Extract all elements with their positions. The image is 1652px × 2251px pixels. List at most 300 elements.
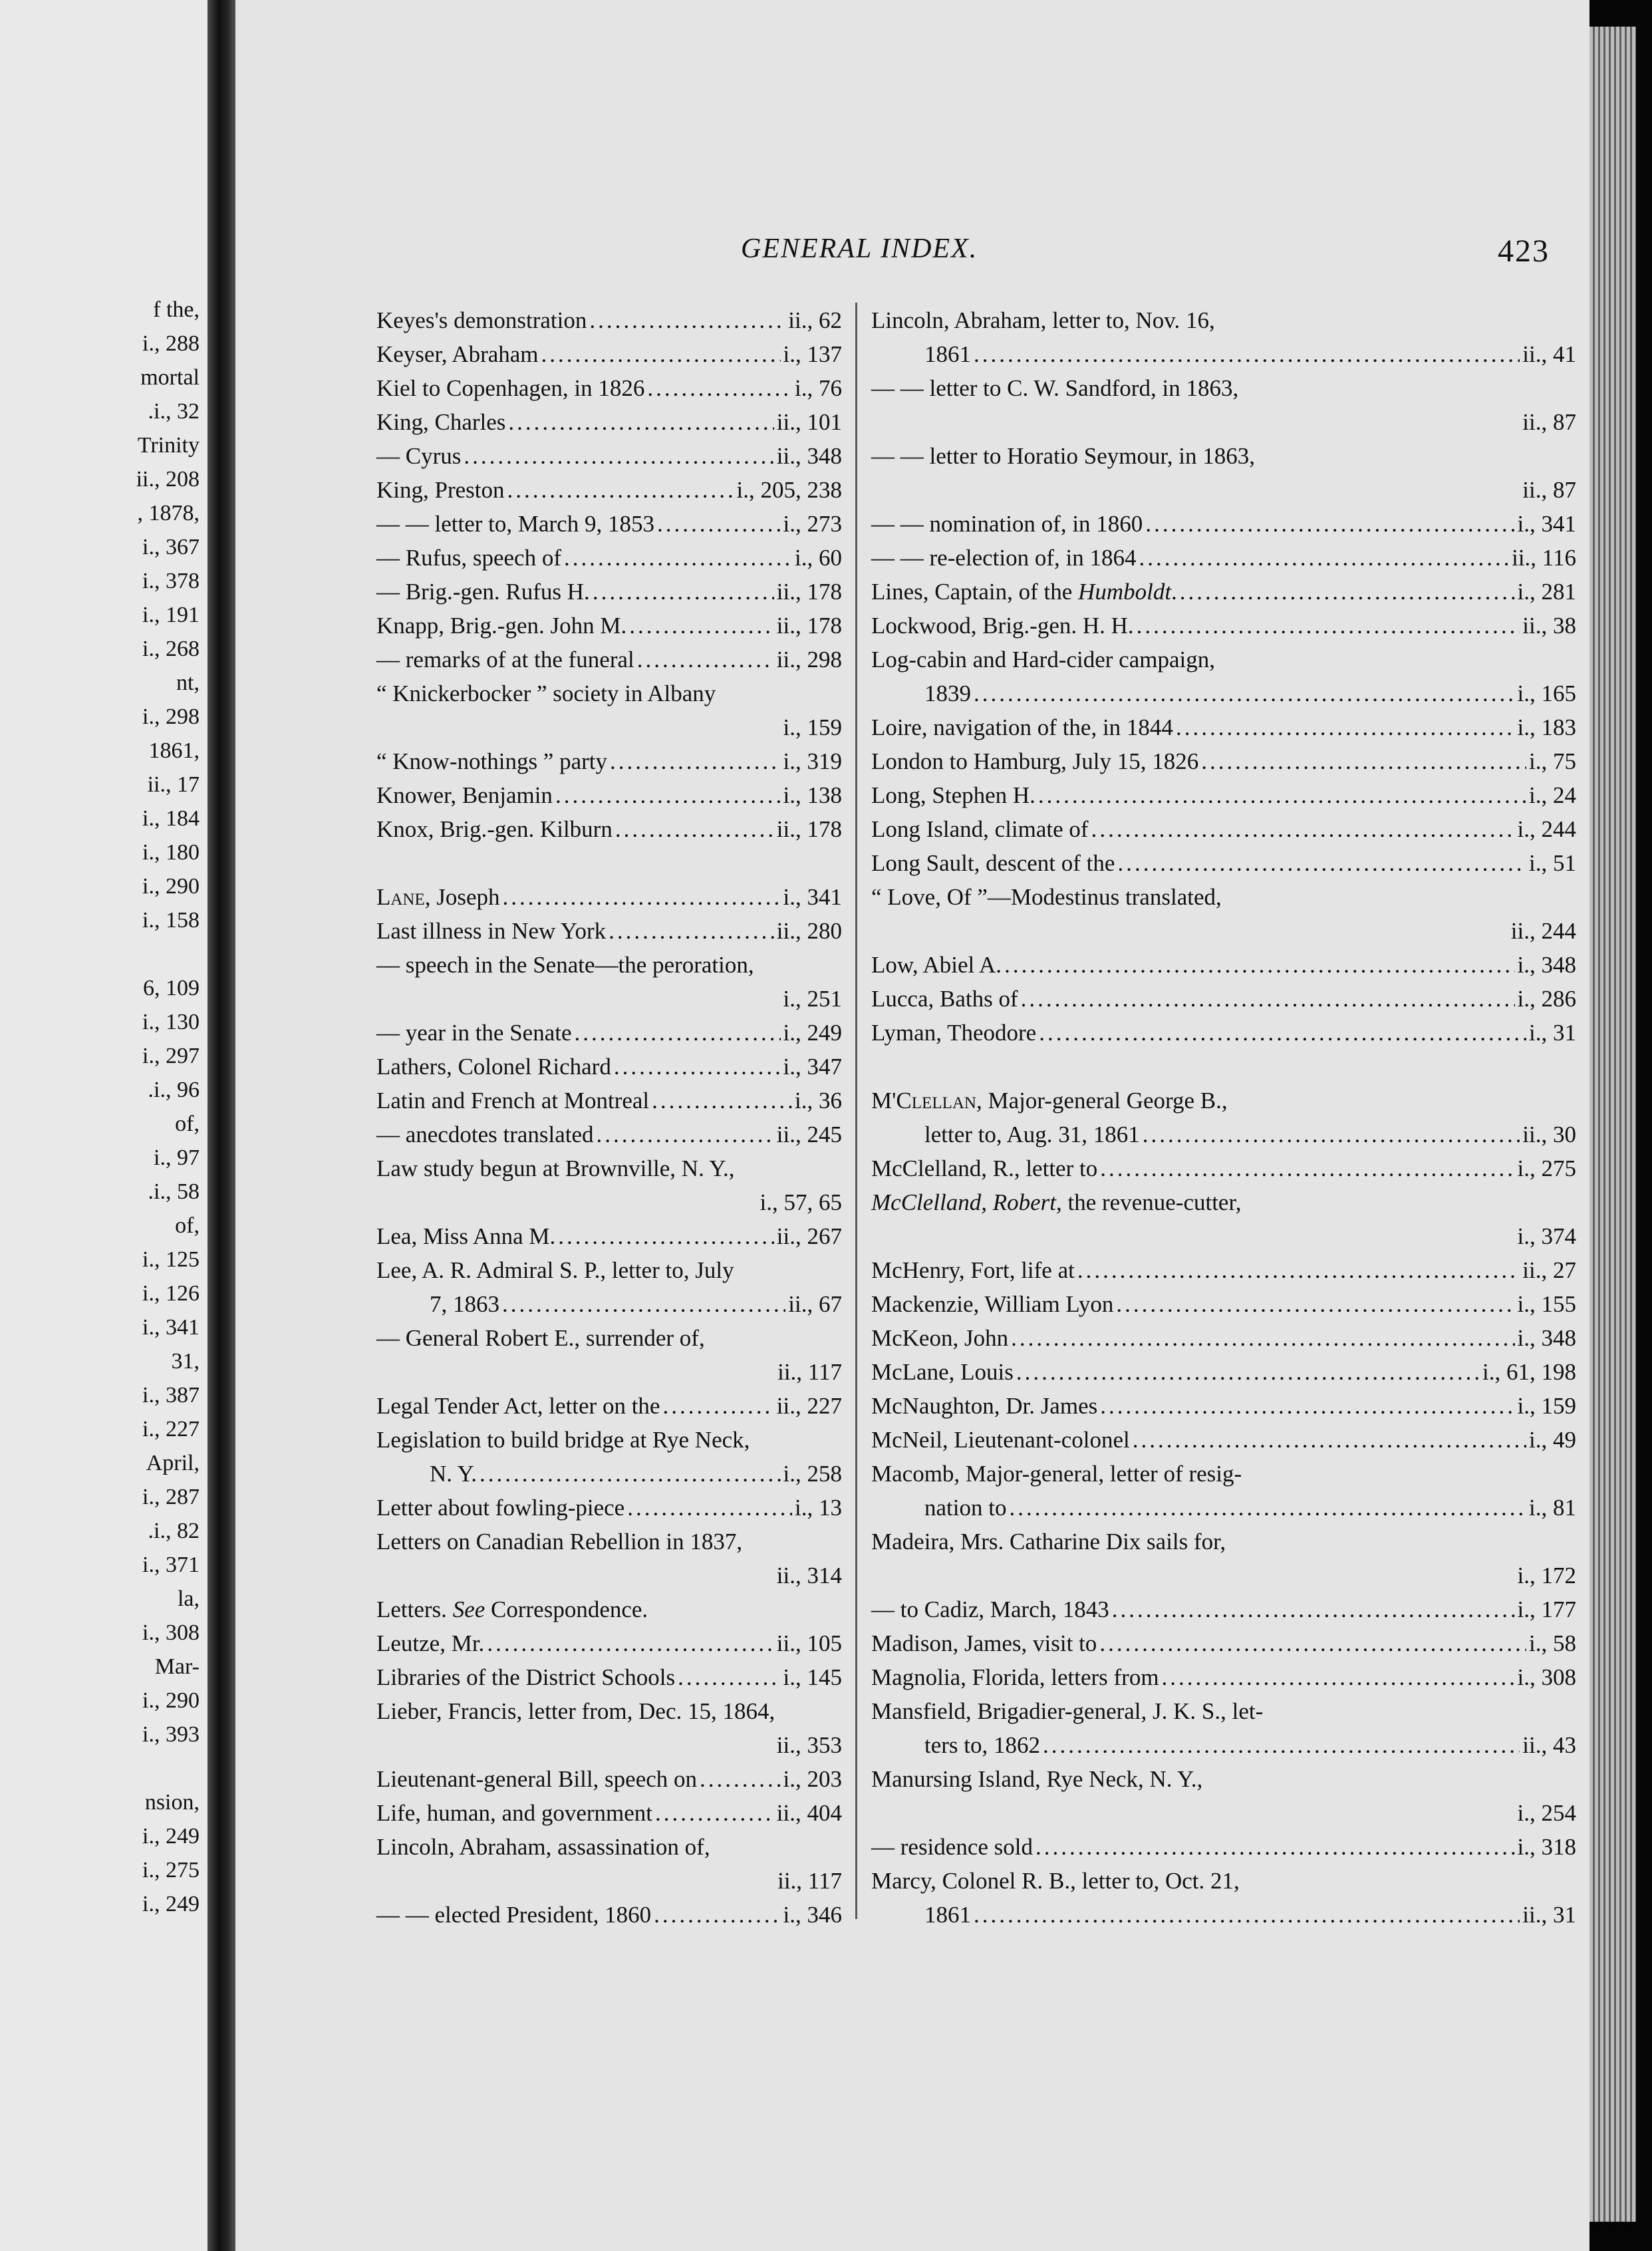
index-entry xyxy=(376,1457,842,1491)
entry-label: Life, human, and government xyxy=(376,1800,653,1826)
entry-label: Lyman, Theodore xyxy=(871,1020,1037,1046)
index-entry xyxy=(376,1660,842,1694)
index-entry xyxy=(871,1423,1576,1457)
index-entry xyxy=(871,1016,1576,1050)
entry-heading-smallcaps: Lane xyxy=(376,884,425,910)
entry-label: — — letter to Horatio Seymour, in 1863, xyxy=(871,443,1255,469)
entry-label: Lines, Captain, of the xyxy=(871,579,1079,605)
entry-tail: Correspondence. xyxy=(485,1596,648,1622)
index-entry xyxy=(871,405,1576,439)
entry-text xyxy=(376,303,587,337)
leader-dots xyxy=(609,914,774,948)
entry-label: Keyes's demonstration xyxy=(376,307,587,333)
entry-text xyxy=(871,1355,1014,1389)
entry-label: Letter about fowling-piece xyxy=(376,1495,625,1521)
left-page-fragment: 31, xyxy=(171,1349,200,1374)
entry-text xyxy=(871,1321,1008,1355)
page-reference: i., 286 xyxy=(1517,986,1576,1012)
left-page-fragment: i., 249 xyxy=(142,1824,200,1849)
index-entry xyxy=(376,1898,842,1932)
leader-dots xyxy=(564,541,792,575)
left-page-fragment: i., 297 xyxy=(142,1044,200,1068)
leader-dots xyxy=(1112,1592,1515,1626)
page-reference: ii., 105 xyxy=(776,1630,842,1656)
leader-dots xyxy=(503,880,781,914)
running-header-title: GENERAL INDEX. xyxy=(741,233,978,264)
index-entry xyxy=(871,982,1576,1016)
facing-left-page xyxy=(0,0,207,2251)
page-reference: ii., 353 xyxy=(776,1732,842,1758)
left-page-fragment: Trinity xyxy=(137,433,200,458)
entry-label: , Major-general George B., xyxy=(976,1088,1228,1114)
index-entry xyxy=(871,1491,1576,1525)
index-entry xyxy=(871,1287,1576,1321)
leader-dots xyxy=(1116,1287,1514,1321)
page-reference: i., 347 xyxy=(783,1054,842,1080)
entry-label: — to Cadiz, March, 1843 xyxy=(871,1596,1109,1622)
leader-dots xyxy=(1021,982,1515,1016)
entry-text xyxy=(871,1151,1097,1185)
index-page xyxy=(235,0,1589,2251)
page-reference: ii., 117 xyxy=(777,1359,842,1385)
entry-text xyxy=(871,303,1215,337)
entry-label: “ Love, Of ”—Modestinus translated, xyxy=(871,884,1222,910)
index-entry xyxy=(376,1728,842,1762)
entry-label: Knapp, Brig.-gen. John M. xyxy=(376,613,627,639)
leader-dots xyxy=(480,1457,781,1491)
index-entry xyxy=(871,1185,1576,1219)
entry-label: King, Charles xyxy=(376,409,506,435)
page-reference: ii., 101 xyxy=(776,409,842,435)
entry-text xyxy=(376,1491,624,1525)
entry-label: , Joseph xyxy=(424,884,500,910)
page-reference: ii., 348 xyxy=(776,443,842,469)
page-reference: ii., 27 xyxy=(1522,1257,1576,1283)
left-page-fragment: i., 290 xyxy=(142,874,200,899)
entry-label: 1839 xyxy=(924,680,971,706)
left-page-fragment: i., 126 xyxy=(142,1281,200,1306)
entry-text xyxy=(376,1525,742,1559)
leader-dots xyxy=(1176,710,1515,744)
entry-text xyxy=(376,1898,651,1932)
entry-label: — Brig.-gen. Rufus H. xyxy=(376,579,590,605)
index-entry xyxy=(376,1355,842,1389)
left-page-fragment: i., 130 xyxy=(142,1010,200,1034)
entry-label: Long Sault, descent of the xyxy=(871,850,1115,876)
entry-label: “ Know-nothings ” party xyxy=(376,748,608,774)
leader-dots xyxy=(1117,846,1526,880)
left-page-fragment: i., 249 xyxy=(142,1892,200,1916)
index-entry xyxy=(871,609,1576,643)
page-reference: i., 36 xyxy=(795,1088,842,1114)
leader-dots xyxy=(555,778,781,812)
entry-label: London to Hamburg, July 15, 1826 xyxy=(871,748,1199,774)
leader-dots xyxy=(1038,778,1526,812)
entry-label: Knox, Brig.-gen. Kilburn xyxy=(376,816,613,842)
index-entry xyxy=(871,541,1576,575)
index-entry xyxy=(871,948,1576,982)
leader-dots xyxy=(1099,1626,1526,1660)
index-entry xyxy=(376,1287,842,1321)
index-entry xyxy=(871,1796,1576,1830)
left-page-fragment: 1861, xyxy=(148,738,200,763)
entry-label: Lockwood, Brig.-gen. H. H. xyxy=(871,613,1134,639)
entry-label: Letters on Canadian Rebellion in 1837, xyxy=(376,1529,743,1555)
entry-text xyxy=(376,473,505,507)
page-reference: i., 341 xyxy=(783,884,842,910)
index-entry xyxy=(871,778,1576,812)
left-page-fragment: i., 268 xyxy=(142,637,200,661)
page-reference: ii., 178 xyxy=(776,613,842,639)
index-entry xyxy=(376,1253,842,1287)
leader-dots xyxy=(610,744,781,778)
index-entry xyxy=(376,1321,842,1355)
entry-label: Legal Tender Act, letter on the xyxy=(376,1393,660,1419)
entry-label: Loire, navigation of the, in 1844 xyxy=(871,714,1173,740)
page-reference: i., 57, 65 xyxy=(759,1189,842,1215)
page-reference: ii., 67 xyxy=(788,1291,842,1317)
entry-label: Latin and French at Montreal xyxy=(376,1088,650,1114)
entry-text xyxy=(871,778,1035,812)
entry-tail: , the revenue-cutter, xyxy=(1056,1189,1242,1215)
index-entry xyxy=(871,880,1576,914)
page-reference: ii., 62 xyxy=(788,307,842,333)
left-page-fragment: la, xyxy=(177,1586,200,1611)
index-entry xyxy=(871,914,1576,948)
page-reference: ii., 31 xyxy=(1522,1902,1576,1928)
leader-dots xyxy=(974,337,1520,371)
entry-label: N. Y. xyxy=(430,1461,477,1487)
entry-label: Long, Stephen H. xyxy=(871,782,1035,808)
entry-text xyxy=(376,337,539,371)
leader-dots xyxy=(589,303,785,337)
index-entry xyxy=(871,744,1576,778)
entry-label: McClelland, R., letter to xyxy=(871,1155,1098,1181)
left-page-fragment: , 1878, xyxy=(137,501,200,525)
index-entry xyxy=(871,1525,1576,1559)
entry-text xyxy=(871,1389,1097,1423)
entry-label: — speech in the Senate—the peroration, xyxy=(376,952,754,978)
leader-dots xyxy=(678,1660,780,1694)
index-entry xyxy=(376,676,842,710)
entry-label: — Rufus, speech of xyxy=(376,545,562,571)
entry-text xyxy=(376,1050,611,1084)
left-page-fragment: Mar- xyxy=(154,1654,200,1679)
entry-label: Lee, A. R. Admiral S. P., letter to, July xyxy=(376,1257,734,1283)
entry-text xyxy=(376,439,461,473)
index-entry xyxy=(376,405,842,439)
left-page-fragment: of, xyxy=(175,1213,200,1238)
entry-text xyxy=(871,1660,1159,1694)
entry-text xyxy=(871,575,1177,609)
left-page-fragment: April, xyxy=(146,1451,200,1475)
entry-label: — Cyrus xyxy=(376,443,462,469)
page-reference: i., 58 xyxy=(1529,1630,1576,1656)
leader-dots xyxy=(464,439,773,473)
index-entry xyxy=(871,1457,1576,1491)
index-entry xyxy=(376,1423,842,1457)
entry-label: 1861 xyxy=(924,341,971,367)
entry-label: letter to, Aug. 31, 1861 xyxy=(924,1122,1140,1147)
entry-text xyxy=(871,1762,1202,1796)
leader-dots xyxy=(558,1219,774,1253)
left-page-fragment: ii., 208 xyxy=(136,467,200,492)
entry-text xyxy=(871,1253,1075,1287)
entry-text xyxy=(871,541,1137,575)
index-entry xyxy=(376,744,842,778)
index-entry xyxy=(376,1694,842,1728)
page-reference: ii., 117 xyxy=(777,1868,842,1894)
left-page-fragment: of, xyxy=(175,1112,200,1136)
entry-label: Lincoln, Abraham, assassination of, xyxy=(376,1834,710,1860)
left-page-fragment: i., 341 xyxy=(142,1315,200,1340)
column-divider xyxy=(855,303,857,1919)
entry-text xyxy=(871,1457,1242,1491)
left-page-fragment: i., 371 xyxy=(142,1553,200,1577)
index-entry xyxy=(871,846,1576,880)
entry-label: Madison, James, visit to xyxy=(871,1630,1097,1656)
index-entry xyxy=(376,1219,842,1253)
index-entry xyxy=(376,1118,842,1151)
index-entry xyxy=(871,1253,1576,1287)
index-entry xyxy=(376,1796,842,1830)
entry-label: Last illness in New York xyxy=(376,918,607,944)
entry-text xyxy=(376,1423,750,1457)
leader-dots xyxy=(629,609,774,643)
entry-label: McKeon, John xyxy=(871,1325,1009,1351)
entry-text xyxy=(871,1626,1097,1660)
entry-label: McNaughton, Dr. James xyxy=(871,1393,1098,1419)
index-entry xyxy=(376,880,842,914)
page-reference: i., 49 xyxy=(1529,1427,1576,1453)
page-reference: ii., 267 xyxy=(776,1223,842,1249)
entry-label: Madeira, Mrs. Catharine Dix sails for, xyxy=(871,1529,1226,1555)
entry-text xyxy=(376,1660,675,1694)
left-page-fragment: ii., 17 xyxy=(147,772,200,797)
entry-text xyxy=(871,1185,1241,1219)
index-entry xyxy=(871,1762,1576,1796)
leader-dots xyxy=(1145,507,1514,541)
index-entry xyxy=(376,812,842,846)
index-column-left xyxy=(376,303,842,1932)
leader-dots xyxy=(1077,1253,1520,1287)
leader-dots xyxy=(652,1084,792,1118)
leader-dots xyxy=(1009,1491,1526,1525)
page-reference: i., 61, 198 xyxy=(1482,1359,1576,1385)
entry-text xyxy=(376,541,561,575)
entry-italic: McClelland, Robert xyxy=(871,1189,1057,1215)
page-reference: i., 51 xyxy=(1529,850,1576,876)
entry-label: Log-cabin and Hard-cider campaign, xyxy=(871,647,1215,673)
leader-dots xyxy=(597,1118,774,1151)
entry-label: — General Robert E., surrender of, xyxy=(376,1325,705,1351)
index-entry xyxy=(376,710,842,744)
page-reference: i., 172 xyxy=(1517,1563,1576,1588)
entry-label: Lucca, Baths of xyxy=(871,986,1018,1012)
index-entry xyxy=(376,914,842,948)
page-reference: ii., 244 xyxy=(1510,918,1576,944)
left-page-fragment: i., 378 xyxy=(142,569,200,593)
leader-dots xyxy=(700,1762,780,1796)
entry-text xyxy=(871,1084,1228,1118)
entry-text xyxy=(871,1287,1113,1321)
left-page-fragment: .i., 82 xyxy=(148,1519,200,1543)
entry-text xyxy=(871,1592,1109,1626)
entry-text xyxy=(871,948,1002,982)
index-entry xyxy=(871,303,1576,337)
leader-dots xyxy=(614,1050,781,1084)
index-entry xyxy=(376,303,842,337)
left-page-fragment: i., 97 xyxy=(154,1145,200,1170)
index-entry xyxy=(376,1592,842,1626)
leader-dots xyxy=(654,1898,780,1932)
index-entry xyxy=(871,337,1576,371)
index-entry xyxy=(871,1151,1576,1185)
index-entry xyxy=(376,982,842,1016)
leader-dots xyxy=(1091,812,1515,846)
page-reference: ii., 116 xyxy=(1512,545,1576,571)
entry-label: Manursing Island, Rye Neck, N. Y., xyxy=(871,1766,1203,1792)
page-reference: i., 165 xyxy=(1517,680,1576,706)
entry-label: — residence sold xyxy=(871,1834,1033,1860)
entry-text xyxy=(430,1287,499,1321)
index-entry xyxy=(376,643,842,676)
leader-dots xyxy=(1100,1389,1514,1423)
page-reference: i., 308 xyxy=(1517,1664,1576,1690)
page-reference: i., 155 xyxy=(1517,1291,1576,1317)
index-entry xyxy=(871,1728,1576,1762)
page-reference: i., 159 xyxy=(1517,1393,1576,1419)
entry-label: 1861 xyxy=(924,1902,971,1928)
left-page-fragment: i., 158 xyxy=(142,908,200,933)
leader-dots xyxy=(1133,1423,1526,1457)
entry-text xyxy=(871,439,1255,473)
entry-text xyxy=(376,1762,697,1796)
entry-label: Low, Abiel A. xyxy=(871,952,1002,978)
page-reference: i., 75 xyxy=(1529,748,1576,774)
index-entry xyxy=(871,676,1576,710)
entry-label: Letters. xyxy=(376,1596,447,1622)
entry-text xyxy=(376,914,606,948)
index-entry xyxy=(376,1864,842,1898)
entry-label: Marcy, Colonel R. B., letter to, Oct. 21, xyxy=(871,1868,1240,1894)
index-entry xyxy=(376,439,842,473)
index-entry xyxy=(871,1118,1576,1151)
entry-label: Knower, Benjamin xyxy=(376,782,553,808)
page-reference: ii., 227 xyxy=(776,1393,842,1419)
index-entry xyxy=(376,1016,842,1050)
page-reference: i., 177 xyxy=(1517,1596,1576,1622)
leader-dots xyxy=(1201,744,1526,778)
entry-text xyxy=(376,1796,652,1830)
page-reference: i., 24 xyxy=(1529,782,1576,808)
leader-dots xyxy=(593,575,774,609)
entry-text xyxy=(871,507,1143,541)
index-entry xyxy=(376,1559,842,1592)
page-reference: i., 81 xyxy=(1529,1495,1576,1521)
entry-text xyxy=(376,948,754,982)
entry-text xyxy=(376,1626,484,1660)
entry-label: — — letter to C. W. Sandford, in 1863, xyxy=(871,375,1239,401)
leader-dots xyxy=(1004,948,1514,982)
left-page-fragment: i., 367 xyxy=(142,535,200,559)
page-reference: i., 348 xyxy=(1517,952,1576,978)
page-reference: i., 258 xyxy=(783,1461,842,1487)
leader-dots xyxy=(1011,1321,1514,1355)
entry-text xyxy=(376,1016,572,1050)
entry-text xyxy=(924,337,971,371)
index-entry xyxy=(376,1084,842,1118)
index-entry xyxy=(871,371,1576,405)
page-reference: i., 319 xyxy=(783,748,842,774)
blank-line xyxy=(871,1050,1576,1084)
entry-label: King, Preston xyxy=(376,477,505,503)
leader-dots xyxy=(1035,1830,1515,1864)
index-entry xyxy=(871,812,1576,846)
entry-text xyxy=(871,1830,1033,1864)
page-number: 423 xyxy=(1498,233,1550,269)
index-entry xyxy=(871,1660,1576,1694)
entry-label: Law study begun at Brownville, N. Y., xyxy=(376,1155,735,1181)
entry-text xyxy=(376,643,634,676)
entry-label: — — re-election of, in 1864 xyxy=(871,545,1137,571)
left-page-fragment: i., 287 xyxy=(142,1485,200,1509)
leader-dots xyxy=(1043,1728,1520,1762)
entry-text xyxy=(376,1694,775,1728)
book-gutter xyxy=(207,0,235,2251)
page-reference: ii., 43 xyxy=(1522,1732,1576,1758)
leader-dots xyxy=(1137,609,1520,643)
page-reference: i., 346 xyxy=(783,1902,842,1928)
entry-text xyxy=(376,1321,705,1355)
index-entry xyxy=(871,1084,1576,1118)
leader-dots xyxy=(575,1016,781,1050)
page-reference: ii., 178 xyxy=(776,579,842,605)
entry-label: — remarks of at the funeral xyxy=(376,647,634,673)
entry-text xyxy=(924,1898,971,1932)
entry-label: Lincoln, Abraham, letter to, Nov. 16, xyxy=(871,307,1215,333)
entry-text xyxy=(376,507,654,541)
leader-dots xyxy=(1016,1355,1480,1389)
leader-dots xyxy=(1139,541,1510,575)
index-entry xyxy=(376,609,842,643)
page-reference: i., 183 xyxy=(1517,714,1576,740)
index-entry xyxy=(871,1321,1576,1355)
entry-label: Lathers, Colonel Richard xyxy=(376,1054,611,1080)
page-reference: i., 13 xyxy=(795,1495,842,1521)
entry-text xyxy=(376,1118,594,1151)
page-reference: ii., 87 xyxy=(1522,409,1576,435)
entry-text xyxy=(376,1592,648,1626)
page-reference: ii., 38 xyxy=(1522,613,1576,639)
entry-text xyxy=(871,744,1198,778)
index-entry xyxy=(376,1151,842,1185)
entry-text xyxy=(376,778,553,812)
entry-text xyxy=(871,710,1173,744)
index-entry xyxy=(871,1694,1576,1728)
entry-text xyxy=(871,880,1222,914)
page-reference: ii., 87 xyxy=(1522,477,1576,503)
page-reference: i., 254 xyxy=(1517,1800,1576,1826)
page-reference: i., 244 xyxy=(1517,816,1576,842)
page-reference: ii., 314 xyxy=(776,1563,842,1588)
entry-text xyxy=(430,1457,477,1491)
entry-text xyxy=(376,880,500,914)
index-entry xyxy=(376,1050,842,1084)
entry-label: Lea, Miss Anna M. xyxy=(376,1223,556,1249)
entry-label: Legislation to build bridge at Rye Neck, xyxy=(376,1427,750,1453)
entry-label: McHenry, Fort, life at xyxy=(871,1257,1075,1283)
